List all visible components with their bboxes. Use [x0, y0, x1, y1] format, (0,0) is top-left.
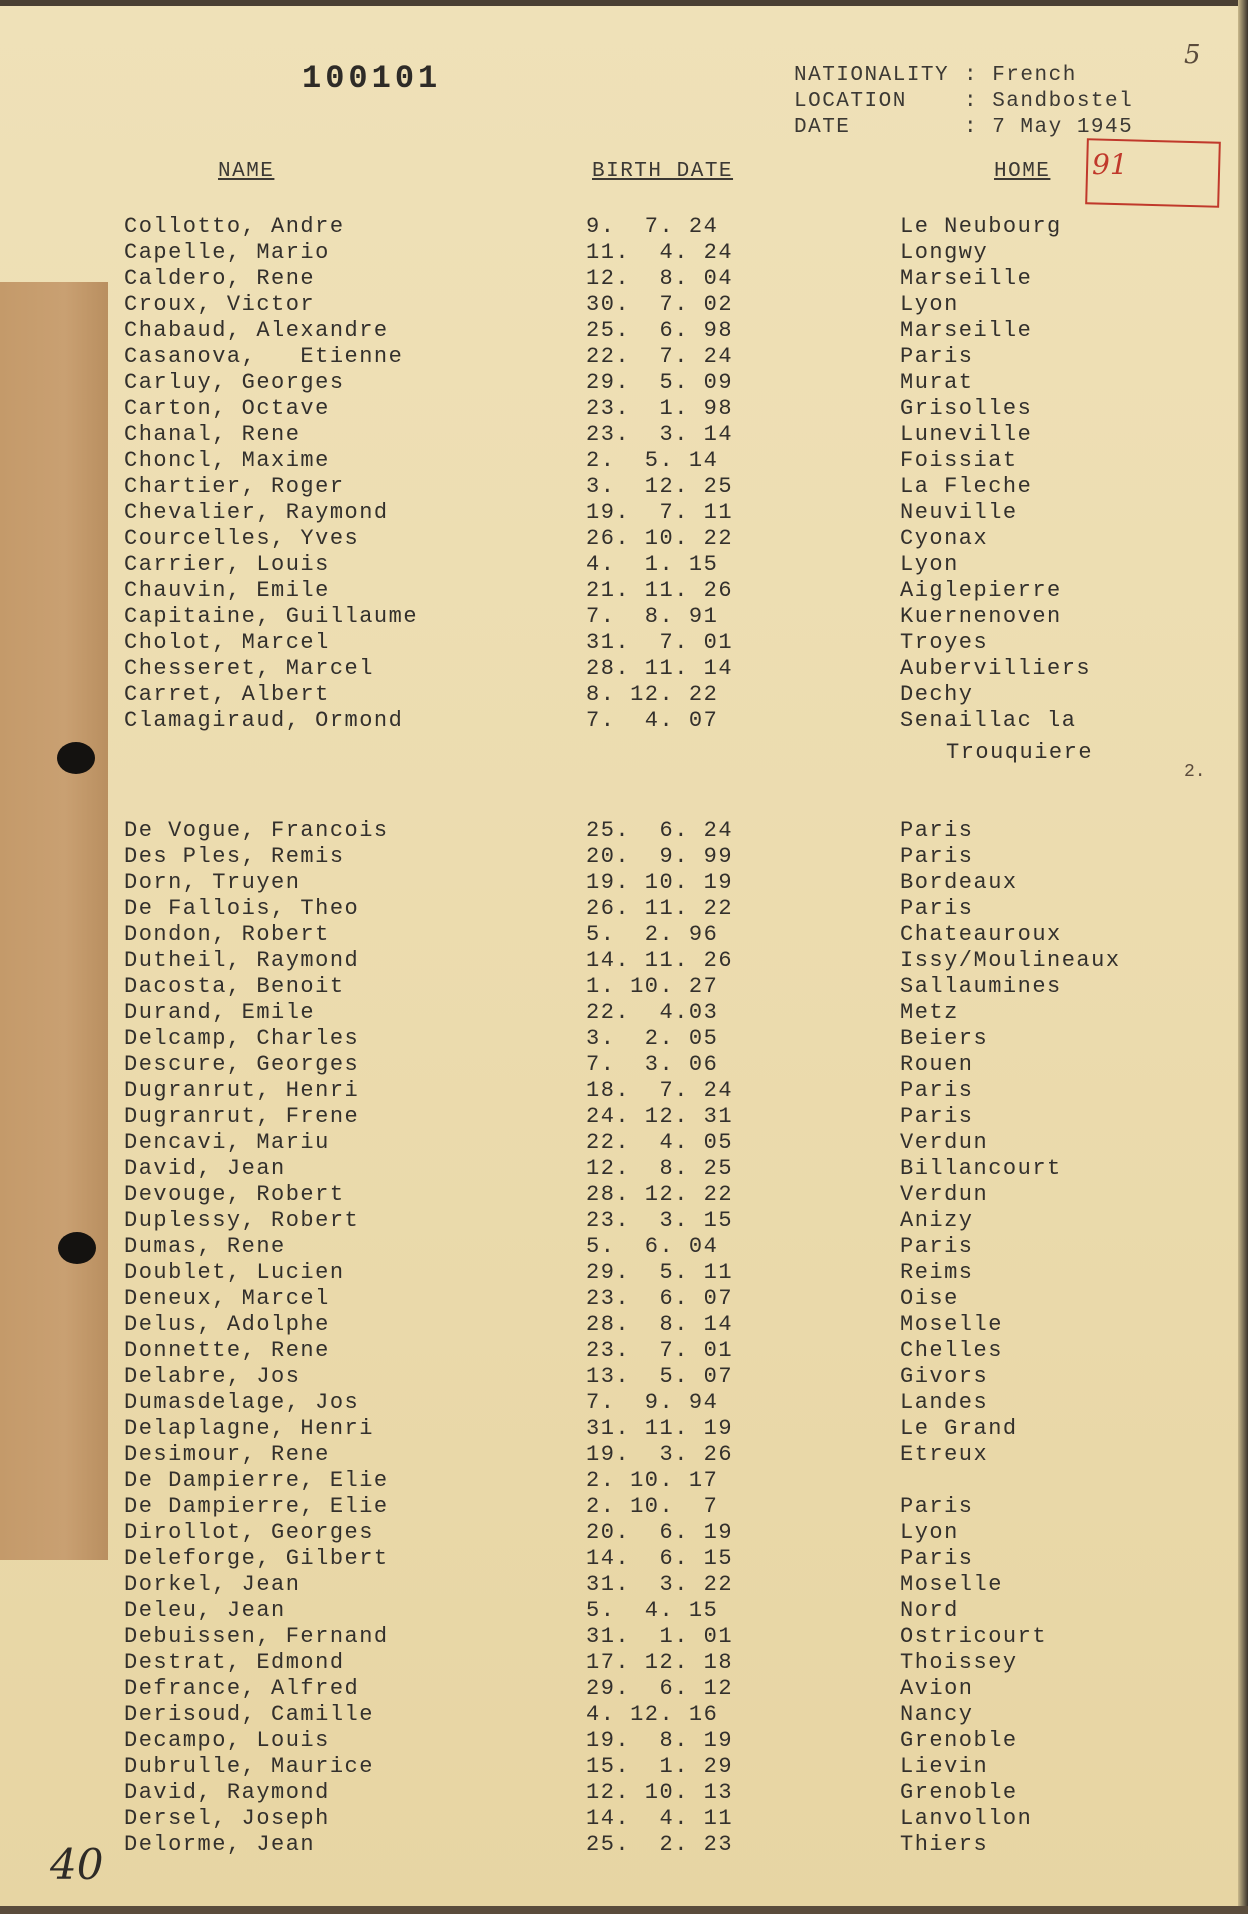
nationality-label: NATIONALITY: [794, 64, 950, 87]
birth-date-cell: 21. 11. 26: [586, 578, 734, 603]
home-cell: Aiglepierre: [900, 578, 1062, 603]
birth-date-cell: 11. 4. 24: [586, 240, 734, 265]
home-cell: Lyon: [900, 552, 959, 577]
birth-date-cell: 19. 3. 26: [586, 1442, 734, 1467]
name-cell: Choncl, Maxime: [124, 448, 330, 473]
home-cell: Paris: [900, 1104, 974, 1129]
name-cell: Dersel, Joseph: [124, 1806, 330, 1831]
table-row: [0, 922, 1248, 948]
name-cell: Dugranrut, Henri: [124, 1078, 360, 1103]
name-cell: Delabre, Jos: [124, 1364, 301, 1389]
birth-date-cell: 29. 5. 09: [586, 370, 734, 395]
birth-date-cell: 12. 8. 25: [586, 1156, 734, 1181]
birth-date-cell: 19. 8. 19: [586, 1728, 734, 1753]
table-row: [0, 292, 1248, 318]
document-number: 100101: [302, 60, 442, 97]
table-row: [0, 240, 1248, 266]
table-row: [0, 1364, 1248, 1390]
table-row: [0, 870, 1248, 896]
name-cell: David, Jean: [124, 1156, 286, 1181]
home-cell: Avion: [900, 1676, 974, 1701]
name-cell: Capelle, Mario: [124, 240, 330, 265]
birth-date-cell: 19. 10. 19: [586, 870, 734, 895]
home-cell: Verdun: [900, 1130, 989, 1155]
home-cell: Grenoble: [900, 1780, 1018, 1805]
birth-date-cell: 29. 5. 11: [586, 1260, 734, 1285]
home-cell: Landes: [900, 1390, 989, 1415]
table-row: [0, 1026, 1248, 1052]
table-row: [0, 656, 1248, 682]
birth-date-cell: 28. 8. 14: [586, 1312, 734, 1337]
birth-date-cell: 5. 2. 96: [586, 922, 719, 947]
birth-date-cell: 24. 12. 31: [586, 1104, 734, 1129]
birth-date-cell: 7. 9. 94: [586, 1390, 719, 1415]
table-row: [0, 1468, 1248, 1494]
name-cell: Dumas, Rene: [124, 1234, 286, 1259]
home-cell: Lievin: [900, 1754, 989, 1779]
birth-date-cell: 28. 11. 14: [586, 656, 734, 681]
column-header-birth-date: BIRTH DATE: [592, 160, 734, 183]
home-cell: Bordeaux: [900, 870, 1018, 895]
name-cell: Destrat, Edmond: [124, 1650, 345, 1675]
home-cell: Paris: [900, 844, 974, 869]
birth-date-cell: 7. 4. 07: [586, 708, 719, 733]
home-cell: Thoissey: [900, 1650, 1018, 1675]
margin-mark: 2.: [1184, 762, 1206, 782]
birth-date-cell: 15. 1. 29: [586, 1754, 734, 1779]
table-row: [0, 974, 1248, 1000]
column-header-home: HOME: [994, 160, 1051, 183]
home-cell: Dechy: [900, 682, 974, 707]
table-row: [0, 1806, 1248, 1832]
table-row: [0, 1832, 1248, 1858]
home-cell: Murat: [900, 370, 974, 395]
name-cell: Cholot, Marcel: [124, 630, 330, 655]
home-cell: Cyonax: [900, 526, 989, 551]
handwritten-number: 40: [50, 1840, 104, 1889]
name-cell: Descure, Georges: [124, 1052, 360, 1077]
name-cell: Chanal, Rene: [124, 422, 301, 447]
name-cell: Dubrulle, Maurice: [124, 1754, 374, 1779]
home-cell: Ostricourt: [900, 1624, 1048, 1649]
table-row: [0, 266, 1248, 292]
home-cell: Beiers: [900, 1026, 989, 1051]
name-cell: Devouge, Robert: [124, 1182, 345, 1207]
table-row: [0, 1078, 1248, 1104]
table-row: [0, 1494, 1248, 1520]
birth-date-cell: 2. 10. 17: [586, 1468, 719, 1493]
birth-date-cell: 22. 4.03: [586, 1000, 719, 1025]
birth-date-cell: 5. 6. 04: [586, 1234, 719, 1259]
table-row: [0, 370, 1248, 396]
scan-edge-top: [0, 0, 1248, 6]
table-row: [0, 422, 1248, 448]
name-cell: Delus, Adolphe: [124, 1312, 330, 1337]
home-cell: Nancy: [900, 1702, 974, 1727]
name-cell: David, Raymond: [124, 1780, 330, 1805]
table-row: [0, 214, 1248, 240]
name-cell: Dirollot, Georges: [124, 1520, 374, 1545]
birth-date-cell: 4. 12. 16: [586, 1702, 719, 1727]
name-cell: Carluy, Georges: [124, 370, 345, 395]
birth-date-cell: 23. 6. 07: [586, 1286, 734, 1311]
birth-date-cell: 7. 3. 06: [586, 1052, 719, 1077]
birth-date-cell: 20. 9. 99: [586, 844, 734, 869]
home-continuation: Trouquiere: [946, 740, 1094, 765]
home-cell: Moselle: [900, 1312, 1003, 1337]
home-cell: Le Neubourg: [900, 214, 1062, 239]
name-cell: Delaplagne, Henri: [124, 1416, 374, 1441]
table-row: [0, 630, 1248, 656]
date-line: [794, 116, 1133, 139]
birth-date-cell: 9. 7. 24: [586, 214, 719, 239]
name-cell: Durand, Emile: [124, 1000, 316, 1025]
name-cell: Chartier, Roger: [124, 474, 345, 499]
name-cell: Des Ples, Remis: [124, 844, 345, 869]
birth-date-cell: 18. 7. 24: [586, 1078, 734, 1103]
name-cell: Derisoud, Camille: [124, 1702, 374, 1727]
home-cell: Paris: [900, 1078, 974, 1103]
name-cell: Deneux, Marcel: [124, 1286, 330, 1311]
table-row: [0, 708, 1248, 734]
birth-date-cell: 28. 12. 22: [586, 1182, 734, 1207]
birth-date-cell: 14. 6. 15: [586, 1546, 734, 1571]
location-line: [794, 90, 1133, 113]
name-cell: Dencavi, Mariu: [124, 1130, 330, 1155]
column-header-name: NAME: [218, 160, 275, 183]
birth-date-cell: 14. 11. 26: [586, 948, 734, 973]
home-cell: Grenoble: [900, 1728, 1018, 1753]
birth-date-cell: 8. 12. 22: [586, 682, 719, 707]
table-row: [0, 818, 1248, 844]
table-row: [0, 1208, 1248, 1234]
home-cell: Marseille: [900, 266, 1033, 291]
home-cell: Verdun: [900, 1182, 989, 1207]
table-row: [0, 896, 1248, 922]
home-cell: Moselle: [900, 1572, 1003, 1597]
name-cell: Chesseret, Marcel: [124, 656, 374, 681]
birth-date-cell: 31. 11. 19: [586, 1416, 734, 1441]
name-cell: Dugranrut, Frene: [124, 1104, 360, 1129]
date-label: DATE: [794, 116, 851, 139]
home-cell: Nord: [900, 1598, 959, 1623]
table-row: [0, 1780, 1248, 1806]
name-cell: Courcelles, Yves: [124, 526, 360, 551]
home-cell: Paris: [900, 896, 974, 921]
name-cell: Delcamp, Charles: [124, 1026, 360, 1051]
birth-date-cell: 26. 11. 22: [586, 896, 734, 921]
name-cell: Casanova, Etienne: [124, 344, 404, 369]
home-cell: Senaillac la: [900, 708, 1077, 733]
birth-date-cell: 17. 12. 18: [586, 1650, 734, 1675]
home-cell: Lanvollon: [900, 1806, 1033, 1831]
home-cell: Lyon: [900, 292, 959, 317]
birth-date-cell: 3. 2. 05: [586, 1026, 719, 1051]
home-cell: Billancourt: [900, 1156, 1062, 1181]
home-cell: Rouen: [900, 1052, 974, 1077]
birth-date-cell: 13. 5. 07: [586, 1364, 734, 1389]
table-row: [0, 578, 1248, 604]
date-value: : 7 May 1945: [964, 116, 1134, 139]
location-label: LOCATION: [794, 90, 907, 113]
name-cell: Croux, Victor: [124, 292, 316, 317]
birth-date-cell: 30. 7. 02: [586, 292, 734, 317]
name-cell: De Dampierre, Elie: [124, 1494, 389, 1519]
name-cell: Carton, Octave: [124, 396, 330, 421]
table-row: [0, 318, 1248, 344]
birth-date-cell: 31. 1. 01: [586, 1624, 734, 1649]
home-cell: Paris: [900, 818, 974, 843]
home-cell: Marseille: [900, 318, 1033, 343]
table-row: [0, 1416, 1248, 1442]
name-cell: Delorme, Jean: [124, 1832, 316, 1857]
name-cell: Dumasdelage, Jos: [124, 1390, 360, 1415]
table-row: [0, 1650, 1248, 1676]
birth-date-cell: 26. 10. 22: [586, 526, 734, 551]
table-row: [0, 344, 1248, 370]
table-row: [0, 682, 1248, 708]
table-row: [0, 1182, 1248, 1208]
home-cell: Troyes: [900, 630, 989, 655]
home-cell: Thiers: [900, 1832, 989, 1857]
home-cell: Paris: [900, 344, 974, 369]
birth-date-cell: 4. 1. 15: [586, 552, 719, 577]
table-row: [0, 474, 1248, 500]
table-row: [0, 500, 1248, 526]
table-row: [0, 1286, 1248, 1312]
name-cell: Doublet, Lucien: [124, 1260, 345, 1285]
birth-date-cell: 12. 10. 13: [586, 1780, 734, 1805]
name-cell: De Dampierre, Elie: [124, 1468, 389, 1493]
table-row: [0, 1390, 1248, 1416]
name-cell: Carret, Albert: [124, 682, 330, 707]
home-cell: Kuernenoven: [900, 604, 1062, 629]
home-cell: Paris: [900, 1494, 974, 1519]
birth-date-cell: 25. 6. 98: [586, 318, 734, 343]
name-cell: Chabaud, Alexandre: [124, 318, 389, 343]
birth-date-cell: 19. 7. 11: [586, 500, 734, 525]
birth-date-cell: 7. 8. 91: [586, 604, 719, 629]
table-row: [0, 1676, 1248, 1702]
name-cell: Carrier, Louis: [124, 552, 330, 577]
home-cell: Foissiat: [900, 448, 1018, 473]
name-cell: Chevalier, Raymond: [124, 500, 389, 525]
home-cell: Reims: [900, 1260, 974, 1285]
birth-date-cell: 23. 7. 01: [586, 1338, 734, 1363]
table-row: [0, 1130, 1248, 1156]
page-number: 5: [1184, 40, 1201, 70]
punch-hole-upper: [57, 742, 95, 774]
table-row: [0, 1312, 1248, 1338]
table-row: [0, 448, 1248, 474]
birth-date-cell: 12. 8. 04: [586, 266, 734, 291]
home-cell: Givors: [900, 1364, 989, 1389]
birth-date-cell: 23. 3. 15: [586, 1208, 734, 1233]
name-cell: Dutheil, Raymond: [124, 948, 360, 973]
name-cell: Dorn, Truyen: [124, 870, 301, 895]
table-row: [0, 844, 1248, 870]
table-row: [0, 1052, 1248, 1078]
table-row: [0, 1702, 1248, 1728]
home-cell: Paris: [900, 1546, 974, 1571]
home-cell: Aubervilliers: [900, 656, 1092, 681]
nationality-line: [794, 64, 1077, 87]
name-cell: Capitaine, Guillaume: [124, 604, 419, 629]
scan-edge-bottom: [0, 1906, 1248, 1914]
home-cell: Sallaumines: [900, 974, 1062, 999]
birth-date-cell: 23. 1. 98: [586, 396, 734, 421]
birth-date-cell: 29. 6. 12: [586, 1676, 734, 1701]
table-row: [0, 1624, 1248, 1650]
table-row: [0, 1598, 1248, 1624]
name-cell: Dondon, Robert: [124, 922, 330, 947]
table-row: [0, 1572, 1248, 1598]
table-row: [0, 396, 1248, 422]
name-cell: Deleu, Jean: [124, 1598, 286, 1623]
table-row: [0, 1520, 1248, 1546]
home-cell: Chateauroux: [900, 922, 1062, 947]
birth-date-cell: 14. 4. 11: [586, 1806, 734, 1831]
table-row: [0, 1260, 1248, 1286]
home-cell: Paris: [900, 1234, 974, 1259]
home-cell: Oise: [900, 1286, 959, 1311]
home-cell: Le Grand: [900, 1416, 1018, 1441]
birth-date-cell: 31. 3. 22: [586, 1572, 734, 1597]
table-row: [0, 604, 1248, 630]
birth-date-cell: 25. 2. 23: [586, 1832, 734, 1857]
birth-date-cell: 1. 10. 27: [586, 974, 719, 999]
birth-date-cell: 20. 6. 19: [586, 1520, 734, 1545]
table-row: [0, 1754, 1248, 1780]
table-row: [0, 1234, 1248, 1260]
home-cell: Grisolles: [900, 396, 1033, 421]
home-cell: Issy/Moulineaux: [900, 948, 1121, 973]
name-cell: Duplessy, Robert: [124, 1208, 360, 1233]
name-cell: Clamagiraud, Ormond: [124, 708, 404, 733]
home-cell: La Fleche: [900, 474, 1033, 499]
name-cell: Defrance, Alfred: [124, 1676, 360, 1701]
name-cell: Caldero, Rene: [124, 266, 316, 291]
name-cell: Debuissen, Fernand: [124, 1624, 389, 1649]
name-cell: Decampo, Louis: [124, 1728, 330, 1753]
name-cell: Chauvin, Emile: [124, 578, 330, 603]
birth-date-cell: 22. 7. 24: [586, 344, 734, 369]
table-row: [0, 1104, 1248, 1130]
table-row: [0, 552, 1248, 578]
table-row: [0, 948, 1248, 974]
name-cell: Collotto, Andre: [124, 214, 345, 239]
table-row: [0, 1000, 1248, 1026]
name-cell: Donnette, Rene: [124, 1338, 330, 1363]
name-cell: Deleforge, Gilbert: [124, 1546, 389, 1571]
red-stamp-number: 91: [1092, 148, 1128, 181]
birth-date-cell: 2. 5. 14: [586, 448, 719, 473]
home-cell: Longwy: [900, 240, 989, 265]
nationality-value: : French: [964, 64, 1077, 87]
birth-date-cell: 3. 12. 25: [586, 474, 734, 499]
home-cell: Luneville: [900, 422, 1033, 447]
home-cell: Etreux: [900, 1442, 989, 1467]
birth-date-cell: 23. 3. 14: [586, 422, 734, 447]
name-cell: De Vogue, Francois: [124, 818, 389, 843]
table-row: [0, 1442, 1248, 1468]
birth-date-cell: 5. 4. 15: [586, 1598, 719, 1623]
home-cell: Neuville: [900, 500, 1018, 525]
home-cell: Anizy: [900, 1208, 974, 1233]
table-row: [0, 1728, 1248, 1754]
home-cell: Lyon: [900, 1520, 959, 1545]
birth-date-cell: 2. 10. 7: [586, 1494, 719, 1519]
name-cell: Desimour, Rene: [124, 1442, 330, 1467]
name-cell: Dorkel, Jean: [124, 1572, 301, 1597]
birth-date-cell: 22. 4. 05: [586, 1130, 734, 1155]
table-row: [0, 1156, 1248, 1182]
birth-date-cell: 25. 6. 24: [586, 818, 734, 843]
table-row: [0, 526, 1248, 552]
birth-date-cell: 31. 7. 01: [586, 630, 734, 655]
table-row: [0, 1338, 1248, 1364]
name-cell: De Fallois, Theo: [124, 896, 360, 921]
location-value: : Sandbostel: [964, 90, 1134, 113]
table-row: [0, 1546, 1248, 1572]
home-cell: Metz: [900, 1000, 959, 1025]
name-cell: Dacosta, Benoit: [124, 974, 345, 999]
home-cell: Chelles: [900, 1338, 1003, 1363]
